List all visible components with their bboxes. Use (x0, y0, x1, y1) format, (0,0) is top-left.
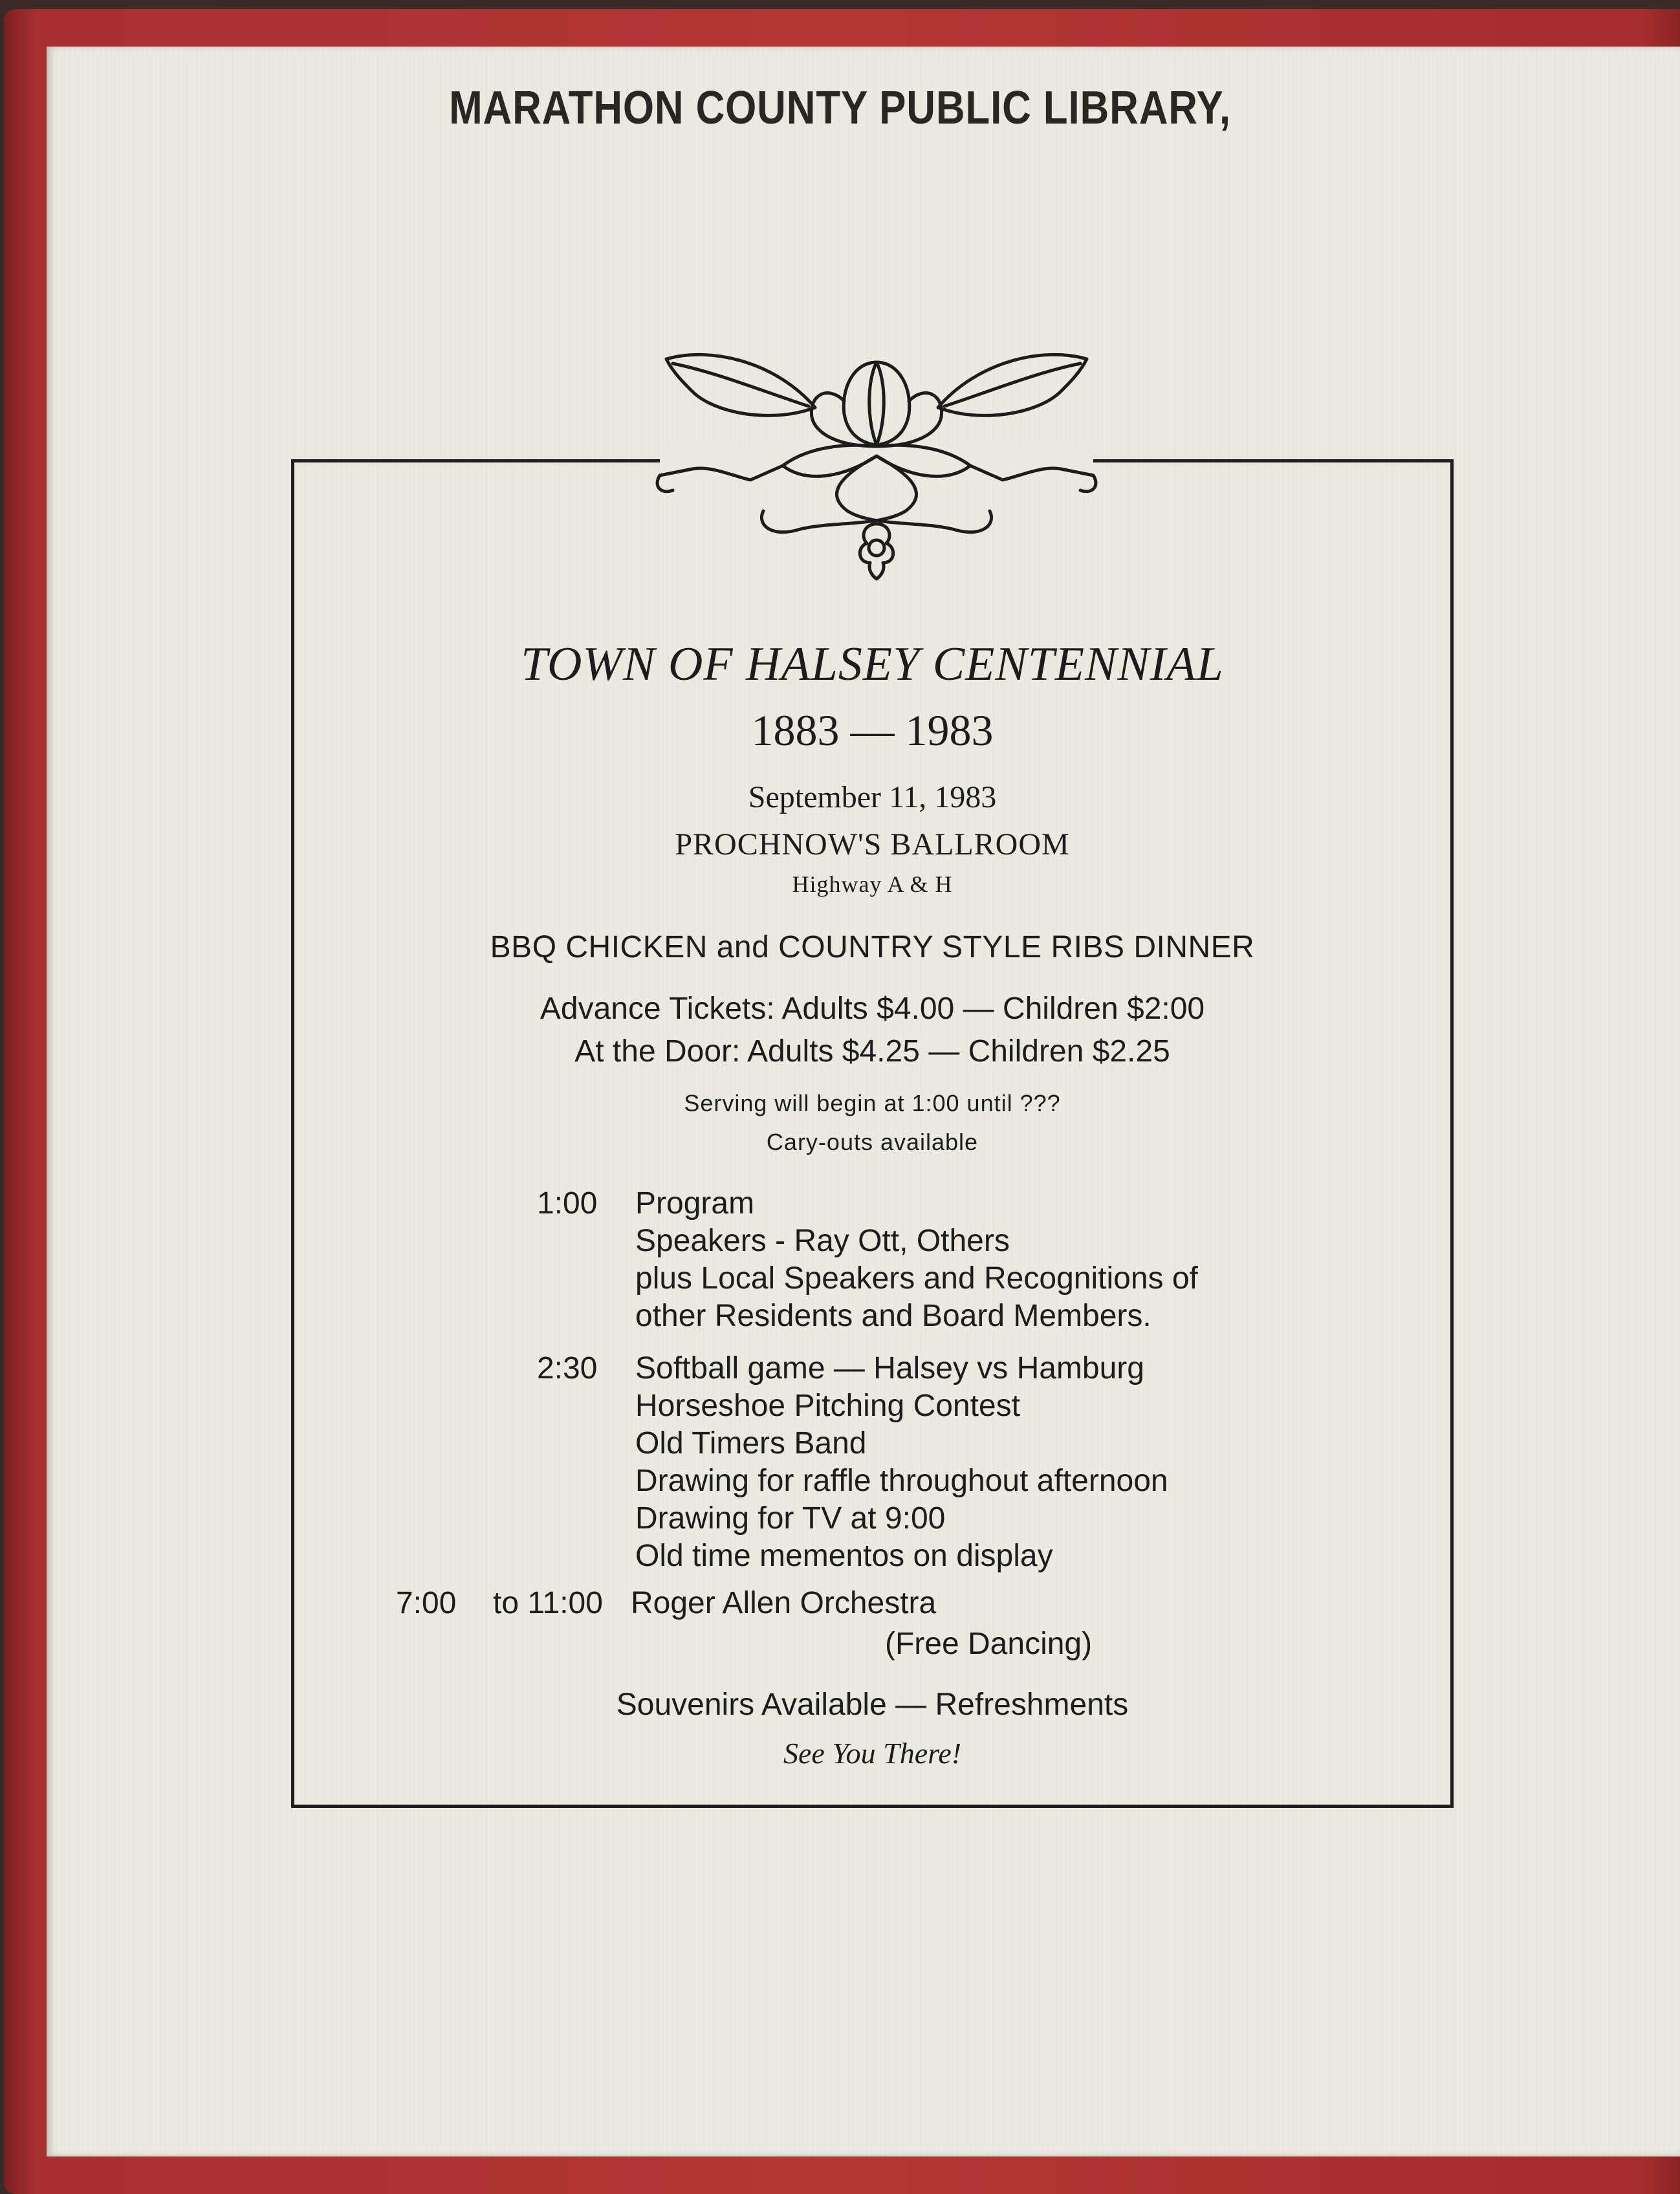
schedule-line: Drawing for TV at 9:00 (635, 1501, 946, 1536)
schedule-line: (Free Dancing) (885, 1627, 1093, 1661)
lotus-ornament-icon (653, 336, 1100, 589)
dinner-menu: BBQ CHICKEN and COUNTRY STYLE RIBS DINNER (490, 930, 1255, 964)
schedule-line: Softball game — Halsey vs Hamburg (635, 1351, 1144, 1385)
schedule-line: plus Local Speakers and Recognitions of (635, 1261, 1198, 1296)
schedule-time: 1:00 (537, 1186, 598, 1221)
advance-ticket-prices: Advance Tickets: Adults $4.00 — Children $2:00 (540, 992, 1205, 1026)
event-venue: PROCHNOW'S BALLROOM (675, 827, 1070, 862)
schedule-line: Old Timers Band (635, 1426, 867, 1461)
schedule-line: Roger Allen Orchestra (631, 1586, 937, 1620)
event-date: September 11, 1983 (748, 780, 997, 814)
schedule-line: Old time mementos on display (635, 1539, 1053, 1573)
schedule-time: 7:00 (396, 1586, 457, 1620)
library-stamp: MARATHON COUNTY PUBLIC LIBRARY, (449, 82, 1231, 134)
event-title: TOWN OF HALSEY CENTENNIAL (521, 638, 1224, 691)
closing-line: See You There! (783, 1737, 962, 1770)
carryout-note: Cary-outs available (766, 1129, 979, 1155)
event-years: 1883 — 1983 (751, 706, 994, 755)
schedule-line: Speakers - Ray Ott, Others (635, 1224, 1010, 1258)
event-location: Highway A & H (792, 871, 953, 897)
schedule-line: Drawing for raffle throughout afternoon (635, 1464, 1168, 1498)
schedule-line: Horseshoe Pitching Contest (635, 1389, 1020, 1423)
schedule-time-end: to 11:00 (493, 1586, 603, 1620)
serving-time: Serving will begin at 1:00 until ??? (684, 1090, 1061, 1116)
souvenirs-note: Souvenirs Available — Refreshments (616, 1688, 1129, 1722)
schedule-line: Program (635, 1186, 755, 1221)
door-ticket-prices: At the Door: Adults $4.25 — Children $2.25 (574, 1034, 1170, 1069)
schedule-line: other Residents and Board Members. (635, 1299, 1151, 1333)
schedule-time: 2:30 (537, 1351, 598, 1385)
